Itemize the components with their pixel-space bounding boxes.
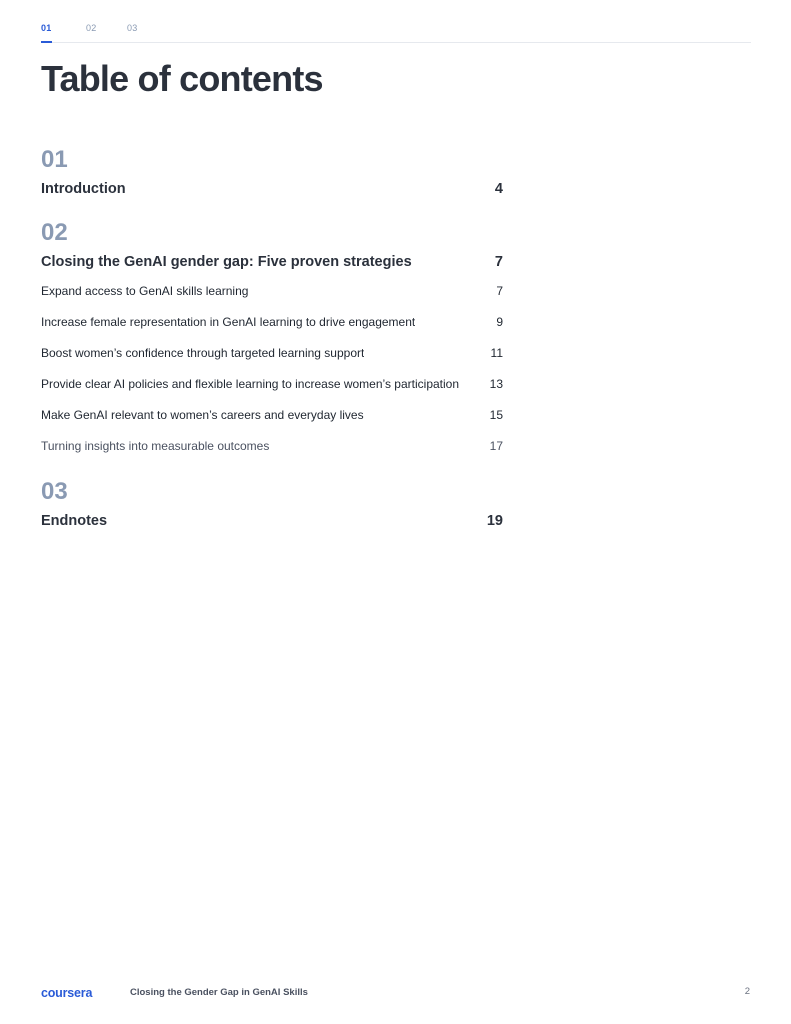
- toc-section-03: [41, 477, 503, 535]
- toc-entry-introduction[interactable]: [41, 175, 503, 203]
- table-of-contents: [41, 145, 503, 550]
- toc-subentry-page: 11: [490, 346, 503, 360]
- page-title: Table of contents: [41, 58, 323, 99]
- section-number: 01: [41, 146, 68, 173]
- toc-subentry-label: Turning insights into measurable outcomes: [41, 439, 270, 453]
- toc-subentry-label: Expand access to GenAI skills learning: [41, 284, 249, 298]
- toc-subentry-label: Boost women’s confidence through targeted learning support: [41, 346, 365, 360]
- toc-subentry-ai-policies[interactable]: [41, 369, 503, 400]
- footer-document-title: Closing the Gender Gap in GenAI Skills: [130, 987, 308, 998]
- toc-subentry-page: 15: [489, 408, 503, 422]
- page-footer: [41, 984, 750, 1004]
- toc-entry-label: Introduction: [41, 181, 126, 197]
- toc-subentry-label: Increase female representation in GenAI learning to drive engagement: [41, 315, 416, 329]
- tab-03[interactable]: 03: [127, 23, 138, 33]
- toc-subentry-page: 7: [496, 284, 503, 298]
- toc-entry-closing-gap[interactable]: [41, 248, 503, 276]
- toc-entry-label: Endnotes: [41, 513, 108, 529]
- toc-entry-endnotes[interactable]: [41, 507, 503, 535]
- section-number: 03: [41, 478, 68, 505]
- toc-subentry-expand-access[interactable]: [41, 276, 503, 307]
- toc-subentry-label: Provide clear AI policies and flexible learning to increase women’s participation: [41, 377, 460, 391]
- toc-subentry-label: Make GenAI relevant to women’s careers and everyday lives: [41, 408, 364, 422]
- toc-section-01: [41, 145, 503, 203]
- page-number: 2: [744, 986, 750, 997]
- toc-subentry-boost-confidence[interactable]: [41, 338, 503, 369]
- coursera-logo: coursera: [41, 986, 93, 1000]
- tab-01[interactable]: 01: [41, 23, 52, 33]
- section-number: 02: [41, 219, 68, 246]
- toc-entry-page: 19: [486, 513, 503, 529]
- toc-subentry-page: 9: [496, 315, 503, 329]
- toc-entry-page: 4: [494, 181, 503, 197]
- active-tab-indicator: [41, 41, 52, 43]
- tab-02[interactable]: 02: [86, 23, 97, 33]
- section-tabs: [41, 22, 751, 43]
- toc-subentry-insights-outcomes[interactable]: [41, 431, 503, 462]
- toc-subentry-female-representation[interactable]: [41, 307, 503, 338]
- toc-subentry-page: 17: [489, 439, 503, 453]
- toc-subentry-make-relevant[interactable]: [41, 400, 503, 431]
- toc-entry-page: 7: [494, 254, 503, 270]
- toc-entry-label: Closing the GenAI gender gap: Five proven strategies: [41, 254, 412, 270]
- toc-subentry-page: 13: [489, 377, 503, 391]
- toc-section-02: [41, 218, 503, 462]
